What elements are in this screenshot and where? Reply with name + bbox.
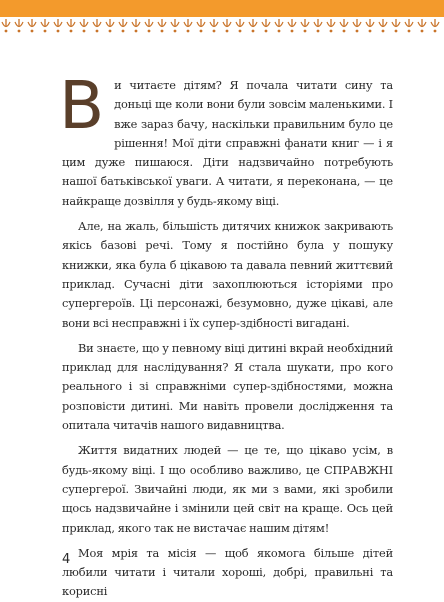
ornament-motif [379, 19, 387, 32]
ornament-motif [80, 19, 88, 32]
ornament-motif [67, 19, 75, 32]
ornament-motif [340, 19, 348, 32]
paragraph-5: Моя мрія та місія — щоб якомога більше дітей любили читати і читали хороші, добрі, правильні та корисні [62, 545, 393, 599]
ornament-motif [41, 19, 49, 32]
paragraph-2: Але, на жаль, більшість дитячих книжок закривають якісь базові речі. Тому я постійно була у пошуку книжки, яка була б цікавою та давала певний життєвий приклад. Сучасні діти захоплюються історіями про супергероїв. Ці персонажі, безумовно, дуже цікаві, але вони всі несправжні і їх супер-здібності вигадані. [62, 219, 393, 330]
decorative-border-ornament [0, 17, 444, 39]
paragraph-1-text: и читаєте дітям? Я почала читати сину та доньці ще коли вони були зовсім маленькими. І вже зараз бачу, наскільки правильним було це рішення! Мої діти справжні фанати книг — і я цим дуже пишаюся. Діти надзвичайно потребують нашої батьківської уваги. А читати, я переконана, — це найкраще дозвілля у будь-якому віці. [62, 78, 393, 208]
ornament-motif [236, 19, 244, 32]
ornament-motif [288, 19, 296, 32]
ornament-motif [184, 19, 192, 32]
ornament-motif [314, 19, 322, 32]
ornament-motif [366, 19, 374, 32]
top-orange-band [0, 0, 444, 17]
ornament-motif [145, 19, 153, 32]
body-text [59, 67, 393, 602]
paragraph-3: Ви знаєте, що у певному віці дитині вкрай необхідний приклад для наслідування? Я стала шукати, про кого реального і зі справжніми супер-здібностями, можна розповісти дитині. Ми навіть провели дослідження та опитала читачів нашого видавництва. [62, 340, 393, 433]
ornament-motif [392, 19, 400, 32]
ornament-motif [301, 19, 309, 32]
ornament-motif [2, 19, 10, 32]
ornament-motif [132, 19, 140, 32]
drop-cap: В [59, 67, 105, 144]
paragraph-1 [59, 67, 393, 211]
ornament-motif [418, 19, 426, 32]
ornament-motif [197, 19, 205, 32]
ornament-motif [28, 19, 36, 32]
ornament-motif [327, 19, 335, 32]
ornament-motif [171, 19, 179, 32]
ornament-motif [158, 19, 166, 32]
ornament-motif [93, 19, 101, 32]
page-number: 4 [62, 552, 71, 567]
ornament-motif [262, 19, 270, 32]
paragraph-4: Життя видатних людей — це те, що цікаво усім, в будь-якому віці. І що особливо важливо, це СПРАВЖНІ супергерої. Звичайні люди, як ми з вами, які зробили щось надзвичайне і змінили цей світ на краще. Ось цей приклад, якого так не вистачає нашим дітям! [62, 443, 393, 535]
ornament-motif [54, 19, 62, 32]
ornament-motif [275, 19, 283, 32]
ornament-motif [353, 19, 361, 32]
ornament-motif [210, 19, 218, 32]
ornament-motif [223, 19, 231, 32]
ornament-motif [249, 19, 257, 32]
ornament-motif [405, 19, 413, 32]
ornament-motif [106, 19, 114, 32]
ornament-motif [431, 19, 439, 32]
ornament-motif [119, 19, 127, 32]
ornament-motif [15, 19, 23, 32]
